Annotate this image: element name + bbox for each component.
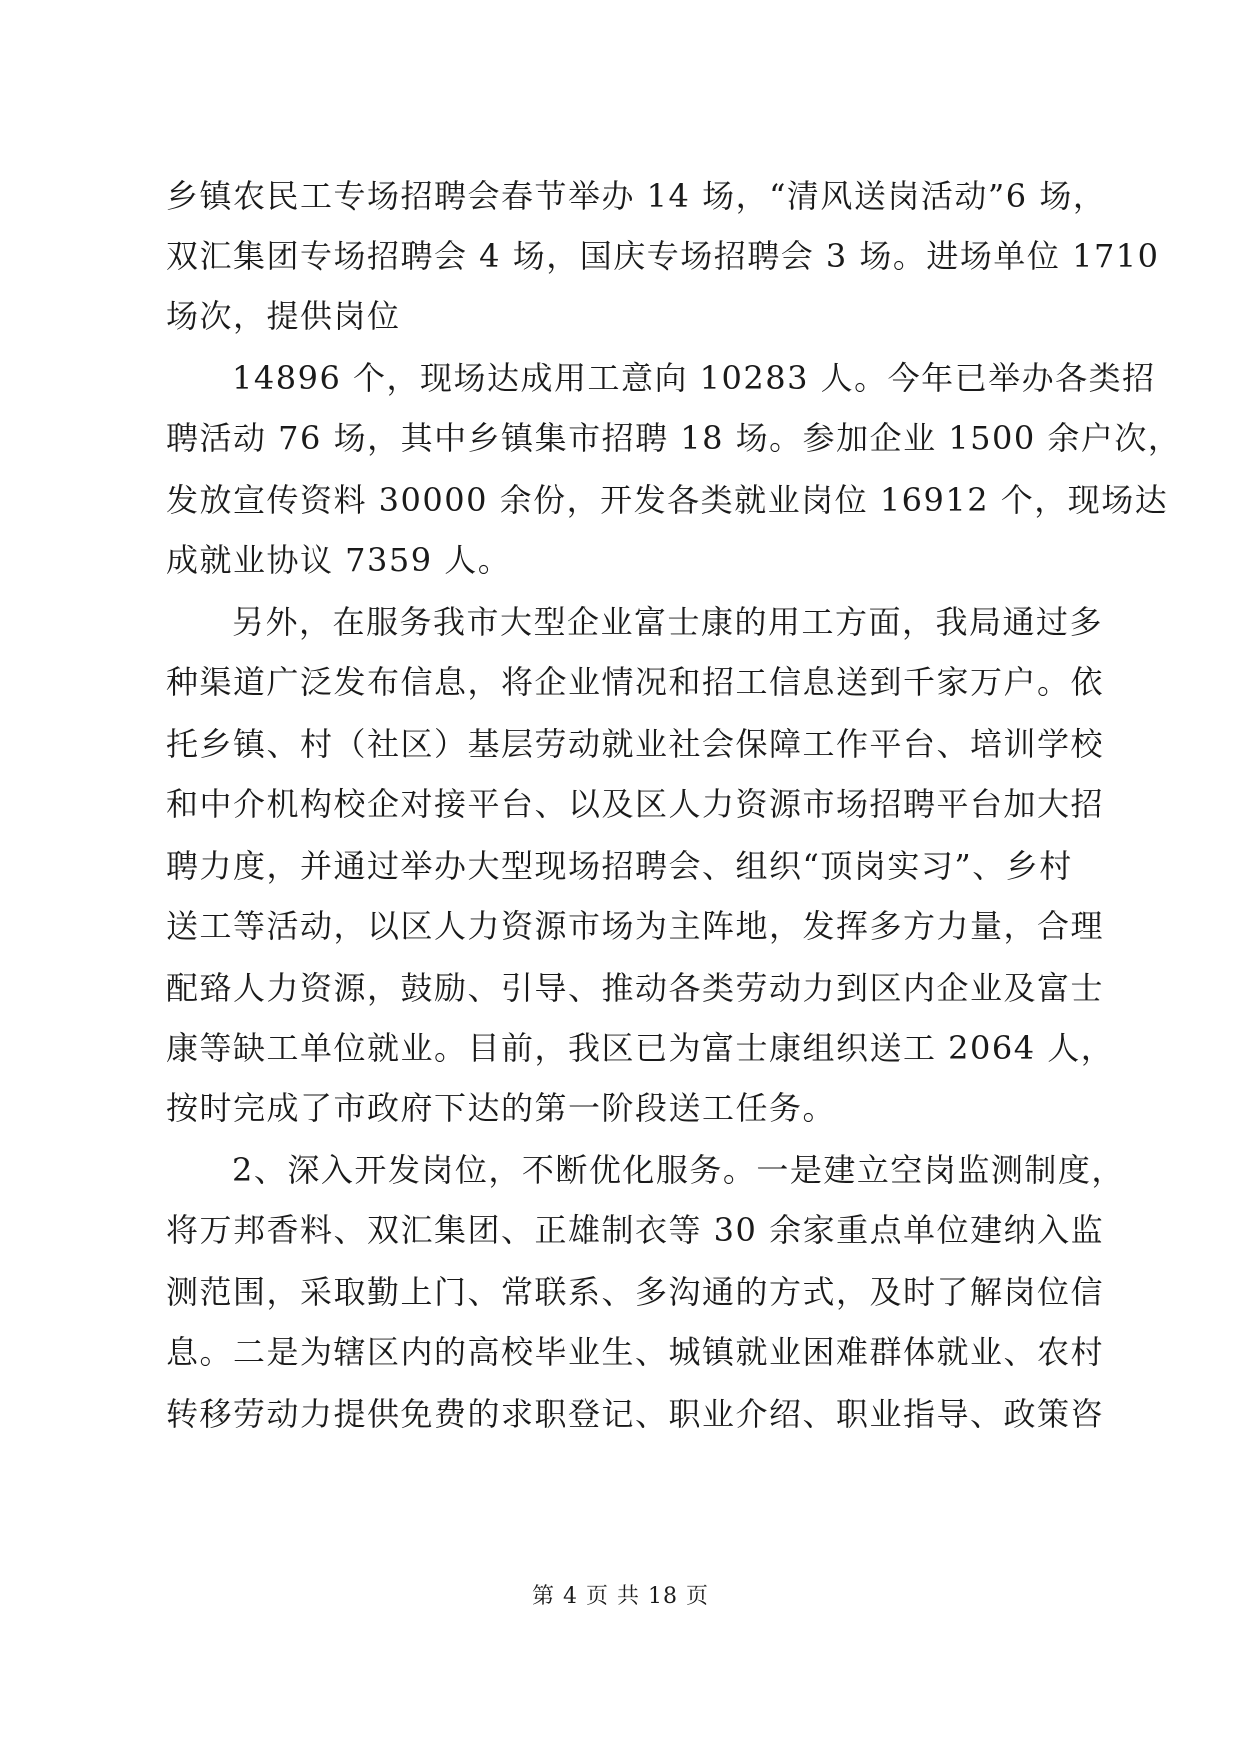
text-line: 测范围，采取勤上门、常联系、多沟通的方式，及时了解岗位信 [166, 1273, 1105, 1311]
page-number: 第 4 页 共 18 页 [532, 1584, 709, 1609]
text-line: 将万邦香料、双汇集团、正雄制衣等 30 余家重点单位建纳入监 [166, 1211, 1105, 1249]
text-line: 乡镇农民工专场招聘会春节举办 14 场，“清风送岗活动”6 场， [166, 177, 1107, 215]
text-line: 聘活动 76 场，其中乡镇集市招聘 18 场。参加企业 1500 余户次， [166, 419, 1182, 457]
text-line: 场次，提供岗位 [166, 297, 401, 335]
text-line: 另外，在服务我市大型企业富士康的用工方面，我局通过多 [232, 603, 1104, 641]
text-line: 息。二是为辖区内的高校毕业生、城镇就业困难群体就业、农村 [166, 1333, 1105, 1371]
text-line: 和中介机构校企对接平台、以及区人力资源市场招聘平台加大招 [166, 785, 1105, 823]
text-line: 种渠道广泛发布信息，将企业情况和招工信息送到千家万户。依 [166, 663, 1105, 701]
text-line: 托乡镇、村（社区）基层劳动就业社会保障工作平台、培训学校 [166, 725, 1105, 763]
text-line: 发放宣传资料 30000 余份，开发各类就业岗位 16912 个，现场达 [166, 481, 1169, 519]
text-line: 聘力度，并通过举办大型现场招聘会、组织“顶岗实习”、乡村 [166, 847, 1073, 885]
text-line: 配臵人力资源，鼓励、引导、推动各类劳动力到区内企业及富士 [166, 969, 1105, 1007]
text-line: 2、深入开发岗位，不断优化服务。一是建立空岗监测制度， [232, 1151, 1125, 1189]
text-line: 康等缺工单位就业。目前，我区已为富士康组织送工 2064 人， [166, 1029, 1115, 1067]
text-line: 按时完成了市政府下达的第一阶段送工任务。 [166, 1089, 837, 1127]
text-line: 转移劳动力提供免费的求职登记、职业介绍、职业指导、政策咨 [166, 1395, 1105, 1433]
text-line: 送工等活动，以区人力资源市场为主阵地，发挥多方力量，合理 [166, 907, 1105, 945]
text-line: 14896 个，现场达成用工意向 10283 人。今年已举办各类招 [232, 359, 1156, 397]
text-line: 成就业协议 7359 人。 [166, 541, 512, 579]
text-line: 双汇集团专场招聘会 4 场，国庆专场招聘会 3 场。进场单位 1710 [166, 237, 1160, 275]
